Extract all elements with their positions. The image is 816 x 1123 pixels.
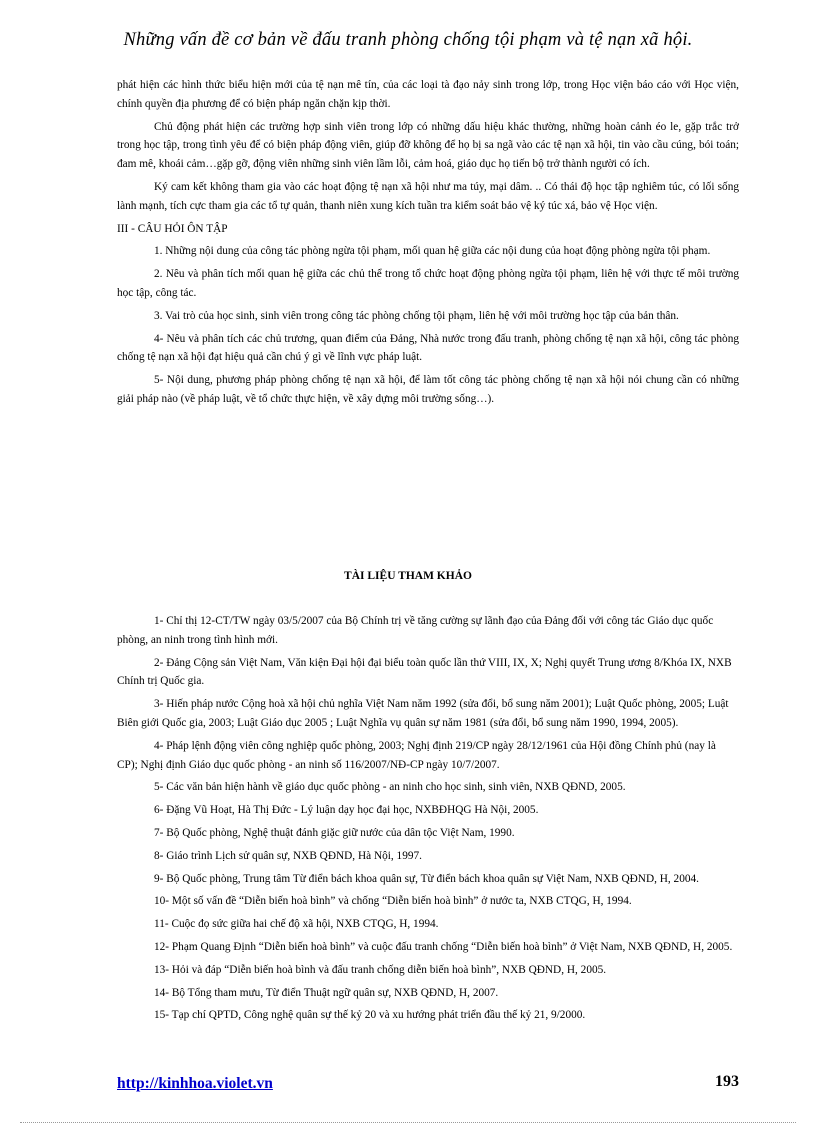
references-list [117, 612, 739, 1029]
reference-item: 13- Hỏi và đáp “Diễn biến hoà bình và đấu tranh chống diễn biến hoà bình”, NXB QĐND, H, 2005. [154, 963, 607, 976]
reference-item: 7- Bộ Quốc phòng, Nghệ thuật đánh giặc giữ nước của dân tộc Việt Nam, 1990. [154, 826, 515, 839]
reference-item: 14- Bộ Tổng tham mưu, Từ điển Thuật ngữ quân sự, NXB QĐND, H, 2007. [154, 986, 499, 999]
review-question: 3. Vai trò của học sinh, sinh viên trong công tác phòng chống tội phạm, liên hệ với môi trường học tập của bản thân. [154, 309, 679, 322]
reference-item: 12- Phạm Quang Định “Diễn biến hoà bình” và cuộc đấu tranh chống “Diễn biến hoà bình” ở Việt Nam, NXB QĐND, H, 2005. [154, 940, 733, 953]
body-paragraph: phát hiện các hình thức biểu hiện mới của tệ nạn mê tín, của các loại tà đạo nảy sinh trong lớp, trong Học viện báo cáo với Học viện, chính quyền địa phương để có biện pháp ngăn chặn kịp thời. [117, 79, 739, 110]
reference-item: 15- Tạp chí QPTD, Công nghệ quân sự thế kỷ 20 và xu hướng phát triển đầu thế kỷ 21, 9/2000. [154, 1009, 586, 1022]
review-question: 2. Nêu và phân tích mối quan hệ giữa các chủ thể trong tổ chức hoạt động phòng ngừa tội phạm, liên hệ với thực tế môi trường học tập, công tác. [117, 268, 739, 299]
reference-item: 2- Đảng Cộng sản Việt Nam, Văn kiện Đại hội đại biểu toàn quốc lần thứ VIII, IX, X; Nghị quyết Trung ương 8/Khóa IX, NXB Chính trị Quốc gia. [117, 656, 732, 688]
reference-item: 1- Chỉ thị 12-CT/TW ngày 03/5/2007 của Bộ Chính trị về tăng cường sự lãnh đạo của Đảng đối với công tác Giáo dục quốc phòng, an ninh trong tình hình mới. [117, 615, 714, 646]
review-question: 1. Những nội dung của công tác phòng ngừa tội phạm, mối quan hệ giữa các nội dung của hoạt động phòng ngừa tội phạm. [154, 245, 711, 258]
body-paragraph: Chủ động phát hiện các trường hợp sinh viên trong lớp có những dấu hiệu khác thường, những hoàn cảnh éo le, gặp trắc trở trong học tập, trong tình yêu để có biện pháp động viên, giúp đỡ không để họ bị sa ngã vào các tệ nạn xã hội, tin vào cầu cúng, bói toán; đam mê, khoái cảm…gặp gỡ, động viên những sinh viên lầm lỗi, cảm hoá, giáo dục họ tiến bộ trở thành người có ích. [117, 120, 739, 171]
running-header: Những vấn đề cơ bản về đấu tranh phòng chống tội phạm và tệ nạn xã hội. [123, 30, 693, 50]
body-paragraph: Ký cam kết không tham gia vào các hoạt động tệ nạn xã hội như ma túy, mại dâm. .. Có thái độ học tập nghiêm túc, có lối sống lành mạnh, tích cực tham gia các tổ tự quản, thanh niên xung kích tuần tra kiểm soát bảo vệ ký túc xá, bảo vệ Học viện. [117, 180, 739, 212]
reference-item: 5- Các văn bản hiện hành về giáo dục quốc phòng - an ninh cho học sinh, sinh viên, NXB QĐND, 2005. [154, 781, 626, 794]
footer-link[interactable]: http://kinhhoa.violet.vn [117, 1075, 273, 1092]
page-number: 193 [715, 1073, 739, 1090]
reference-item: 6- Đặng Vũ Hoạt, Hà Thị Đức - Lý luận dạy học đại học, NXBĐHQG Hà Nội, 2005. [154, 804, 539, 817]
review-question: 5- Nội dung, phương pháp phòng chống tệ nạn xã hội, để làm tốt công tác phòng chống tệ nạn xã hội nói chung cần có những giải pháp nào (về pháp luật, về tổ chức thực hiện, về xây dựng môi trường sống…). [117, 374, 739, 405]
reference-item: 11- Cuộc đọ sức giữa hai chế độ xã hội, NXB CTQG, H, 1994. [154, 918, 439, 931]
review-question: 4- Nêu và phân tích các chủ trương, quan điểm của Đảng, Nhà nước trong đấu tranh, phòng chống tệ nạn xã hội, công tác phòng chống tệ nạn xã hội đạt hiệu quả cần chú ý gì về lĩnh vực pháp luật. [117, 332, 739, 364]
references-title: TÀI LIỆU THAM KHẢO [344, 570, 472, 582]
reference-item: 10- Một số vấn đề “Diễn biến hoà bình” và chống “Diễn biến hoà bình” ở nước ta, NXB CTQG, H, 1994. [154, 895, 632, 908]
reference-item: 4- Pháp lệnh động viên công nghiệp quốc phòng, 2003; Nghị định 219/CP ngày 28/12/1961 của Hội đồng Chính phủ (nay là CP); Nghị định Giáo dục quốc phòng - an ninh số 116/2007/NĐ-CP ngày 10/7/2007. [117, 739, 716, 771]
section-heading: III - CÂU HỎI ÔN TẬP [117, 222, 228, 235]
reference-item: 9- Bộ Quốc phòng, Trung tâm Từ điển bách khoa quân sự, Từ điển bách khoa quân sự Việt Nam, NXB QĐND, H, 2004. [154, 872, 699, 885]
body-text [117, 76, 739, 413]
reference-item: 8- Giáo trình Lịch sử quân sự, NXB QĐND, Hà Nội, 1997. [154, 849, 422, 862]
reference-item: 3- Hiến pháp nước Cộng hoà xã hội chủ nghĩa Việt Nam năm 1992 (sửa đổi, bổ sung năm 2001); Luật Quốc phòng, 2005; Luật Biên giới Quốc gia, 2003; Luật Giáo dục 2005 ; Luật Nghĩa vụ quân sự năm 1981 (sửa đổi, bổ sung năm 1990, 1994, 2005). [117, 698, 729, 729]
